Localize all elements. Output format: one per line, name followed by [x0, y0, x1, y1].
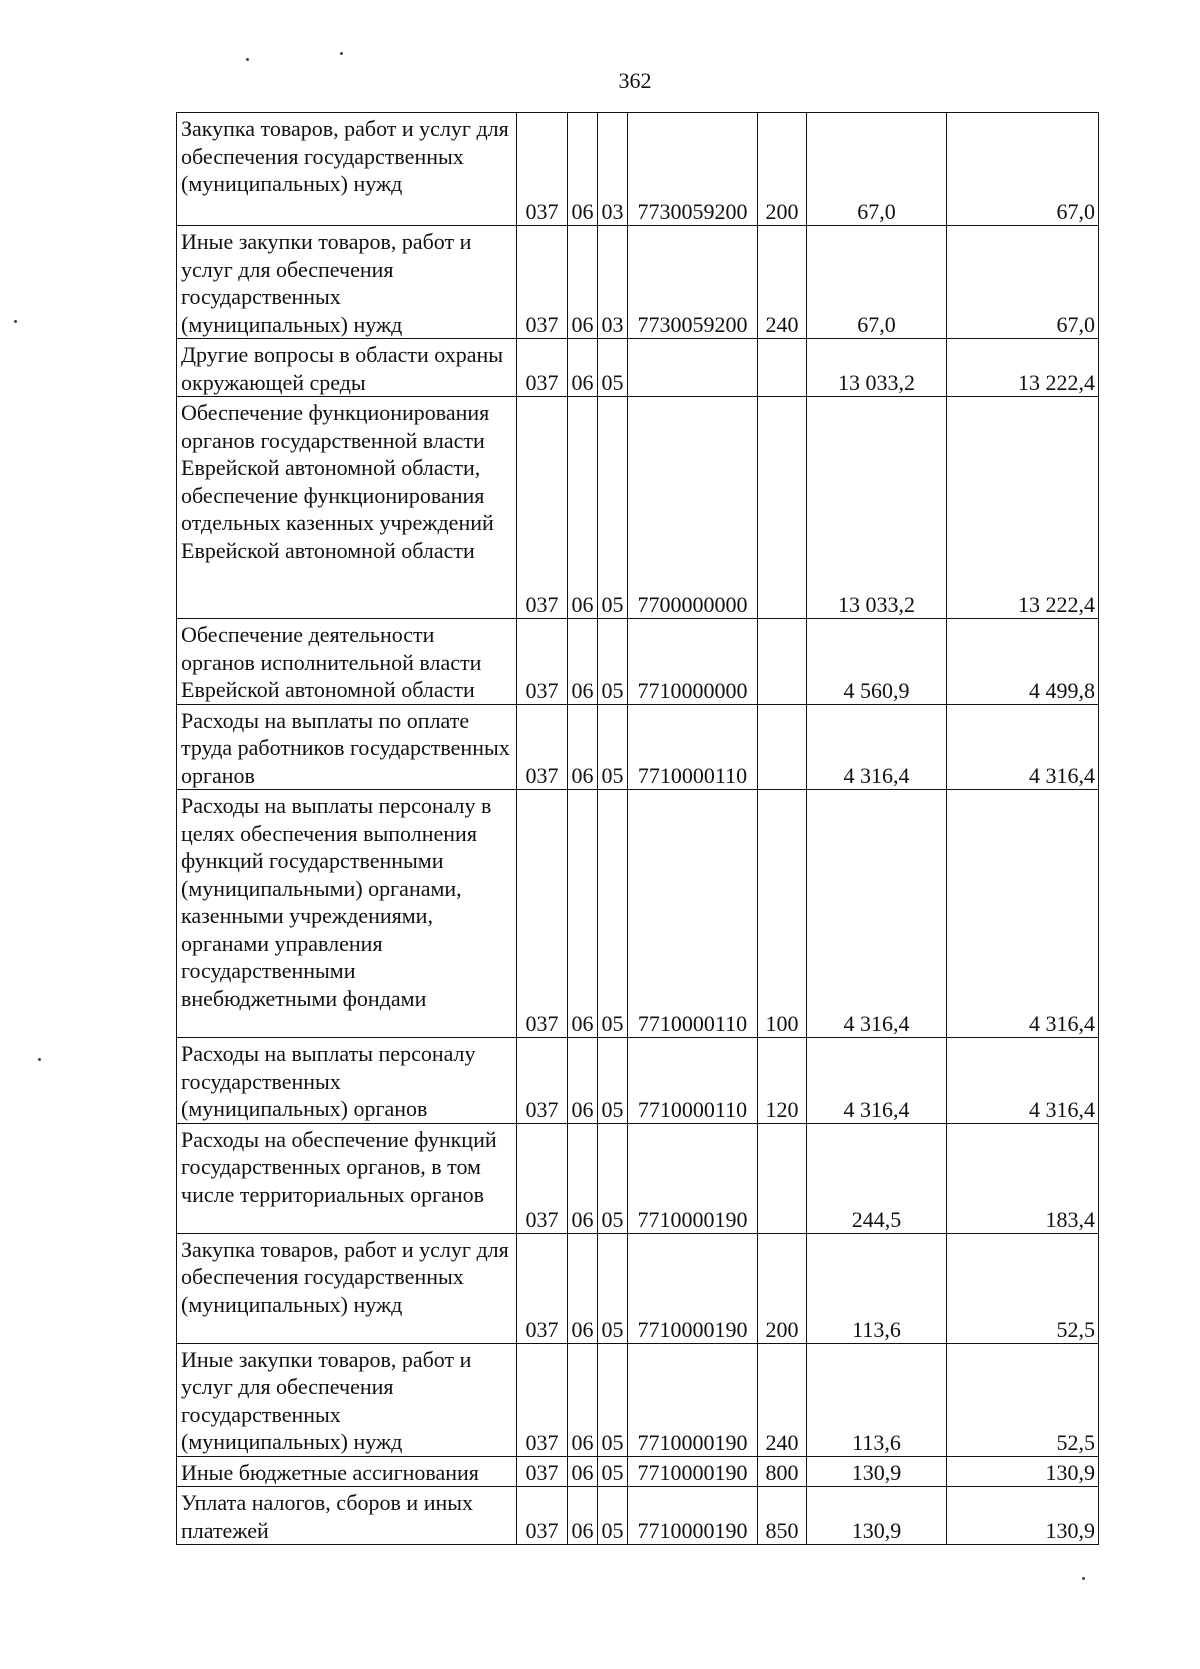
table-row [177, 226, 1099, 339]
amount-year-2: 52,5 [947, 1343, 1099, 1456]
amount-year-2: 52,5 [947, 1233, 1099, 1343]
expense-type-code [758, 339, 807, 397]
subsection-code: 05 [598, 1233, 628, 1343]
amount-year-1: 13 033,2 [807, 397, 947, 619]
row-name: Иные закупки товаров, работ и услуг для обеспечения государственных (муниципальных) нужд [177, 226, 517, 339]
target-article-code: 7710000190 [628, 1343, 758, 1456]
table-row [177, 1233, 1099, 1343]
row-name: Закупка товаров, работ и услуг для обеспечения государственных (муниципальных) нужд [177, 113, 517, 226]
section-code: 06 [568, 1123, 598, 1233]
amount-year-1: 13 033,2 [807, 339, 947, 397]
table-row [177, 619, 1099, 705]
table-row [177, 1123, 1099, 1233]
amount-year-1: 4 316,4 [807, 1038, 947, 1124]
row-name: Иные закупки товаров, работ и услуг для обеспечения государственных (муниципальных) нужд [177, 1343, 517, 1456]
section-code: 06 [568, 397, 598, 619]
expense-type-code: 200 [758, 113, 807, 226]
amount-year-2: 4 499,8 [947, 619, 1099, 705]
amount-year-1: 113,6 [807, 1343, 947, 1456]
amount-year-2: 13 222,4 [947, 339, 1099, 397]
subsection-code: 05 [598, 1123, 628, 1233]
section-code: 06 [568, 1233, 598, 1343]
subsection-code: 05 [598, 1487, 628, 1545]
table-body [177, 113, 1099, 1545]
amount-year-2: 4 316,4 [947, 704, 1099, 790]
row-name: Расходы на выплаты по оплате труда работников государственных органов [177, 704, 517, 790]
scan-speck [340, 52, 343, 55]
table-row [177, 1343, 1099, 1456]
row-name: Иные бюджетные ассигнования [177, 1456, 517, 1487]
target-article-code: 7710000190 [628, 1123, 758, 1233]
ministry-code: 037 [517, 790, 568, 1038]
table-row [177, 704, 1099, 790]
subsection-code: 05 [598, 339, 628, 397]
table-row [177, 790, 1099, 1038]
subsection-code: 05 [598, 397, 628, 619]
amount-year-2: 13 222,4 [947, 397, 1099, 619]
page-number: 362 [618, 68, 652, 93]
row-name: Обеспечение функционирования органов государственной власти Еврейской автономной области, обеспечение функционирования отдельных казенных учреждений Еврейской автономной области [177, 397, 517, 619]
amount-year-1: 113,6 [807, 1233, 947, 1343]
ministry-code: 037 [517, 113, 568, 226]
amount-year-2: 183,4 [947, 1123, 1099, 1233]
amount-year-1: 4 316,4 [807, 790, 947, 1038]
amount-year-1: 67,0 [807, 113, 947, 226]
target-article-code: 7710000110 [628, 1038, 758, 1124]
ministry-code: 037 [517, 1487, 568, 1545]
amount-year-1: 130,9 [807, 1487, 947, 1545]
row-name: Расходы на выплаты персоналу государственных (муниципальных) органов [177, 1038, 517, 1124]
section-code: 06 [568, 339, 598, 397]
ministry-code: 037 [517, 397, 568, 619]
subsection-code: 05 [598, 1343, 628, 1456]
ministry-code: 037 [517, 226, 568, 339]
scan-speck [1082, 1577, 1085, 1580]
table-row [177, 397, 1099, 619]
section-code: 06 [568, 619, 598, 705]
subsection-code: 05 [598, 704, 628, 790]
amount-year-1: 4 560,9 [807, 619, 947, 705]
section-code: 06 [568, 1343, 598, 1456]
subsection-code: 03 [598, 226, 628, 339]
row-name: Закупка товаров, работ и услуг для обеспечения государственных (муниципальных) нужд [177, 1233, 517, 1343]
section-code: 06 [568, 704, 598, 790]
expense-type-code [758, 397, 807, 619]
ministry-code: 037 [517, 339, 568, 397]
scan-speck [246, 58, 249, 61]
row-name: Уплата налогов, сборов и иных платежей [177, 1487, 517, 1545]
expense-type-code: 120 [758, 1038, 807, 1124]
expense-type-code [758, 619, 807, 705]
target-article-code: 7700000000 [628, 397, 758, 619]
subsection-code: 05 [598, 1038, 628, 1124]
target-article-code: 7710000110 [628, 704, 758, 790]
amount-year-2: 130,9 [947, 1456, 1099, 1487]
row-name: Расходы на обеспечение функций государственных органов, в том числе территориальных органов [177, 1123, 517, 1233]
expense-type-code [758, 1123, 807, 1233]
subsection-code: 05 [598, 1456, 628, 1487]
amount-year-2: 67,0 [947, 113, 1099, 226]
amount-year-1: 244,5 [807, 1123, 947, 1233]
table-row [177, 1038, 1099, 1124]
amount-year-1: 130,9 [807, 1456, 947, 1487]
ministry-code: 037 [517, 1123, 568, 1233]
section-code: 06 [568, 1456, 598, 1487]
expense-type-code: 850 [758, 1487, 807, 1545]
target-article-code: 7710000110 [628, 790, 758, 1038]
section-code: 06 [568, 226, 598, 339]
amount-year-2: 130,9 [947, 1487, 1099, 1545]
budget-table [176, 112, 1099, 1545]
ministry-code: 037 [517, 619, 568, 705]
table-row [177, 339, 1099, 397]
scan-speck [14, 320, 17, 323]
section-code: 06 [568, 1487, 598, 1545]
section-code: 06 [568, 113, 598, 226]
table-row [177, 1487, 1099, 1545]
expense-type-code: 200 [758, 1233, 807, 1343]
scan-speck [38, 1058, 41, 1061]
expense-type-code: 800 [758, 1456, 807, 1487]
amount-year-2: 4 316,4 [947, 790, 1099, 1038]
target-article-code: 7710000000 [628, 619, 758, 705]
expense-type-code: 240 [758, 1343, 807, 1456]
target-article-code: 7730059200 [628, 226, 758, 339]
target-article-code: 7710000190 [628, 1456, 758, 1487]
ministry-code: 037 [517, 1038, 568, 1124]
section-code: 06 [568, 790, 598, 1038]
target-article-code [628, 339, 758, 397]
expense-type-code: 100 [758, 790, 807, 1038]
amount-year-2: 4 316,4 [947, 1038, 1099, 1124]
subsection-code: 03 [598, 113, 628, 226]
ministry-code: 037 [517, 1343, 568, 1456]
subsection-code: 05 [598, 790, 628, 1038]
ministry-code: 037 [517, 1456, 568, 1487]
row-name: Расходы на выплаты персоналу в целях обеспечения выполнения функций государственными (муниципальными) органами, казенными учреждениями, органами управления государственными внебюджетными фондами [177, 790, 517, 1038]
amount-year-1: 67,0 [807, 226, 947, 339]
subsection-code: 05 [598, 619, 628, 705]
table-row [177, 1456, 1099, 1487]
table-row [177, 113, 1099, 226]
amount-year-1: 4 316,4 [807, 704, 947, 790]
row-name: Обеспечение деятельности органов исполнительной власти Еврейской автономной области [177, 619, 517, 705]
expense-type-code: 240 [758, 226, 807, 339]
target-article-code: 7710000190 [628, 1233, 758, 1343]
section-code: 06 [568, 1038, 598, 1124]
target-article-code: 7730059200 [628, 113, 758, 226]
ministry-code: 037 [517, 704, 568, 790]
ministry-code: 037 [517, 1233, 568, 1343]
target-article-code: 7710000190 [628, 1487, 758, 1545]
expense-type-code [758, 704, 807, 790]
row-name: Другие вопросы в области охраны окружающей среды [177, 339, 517, 397]
amount-year-2: 67,0 [947, 226, 1099, 339]
